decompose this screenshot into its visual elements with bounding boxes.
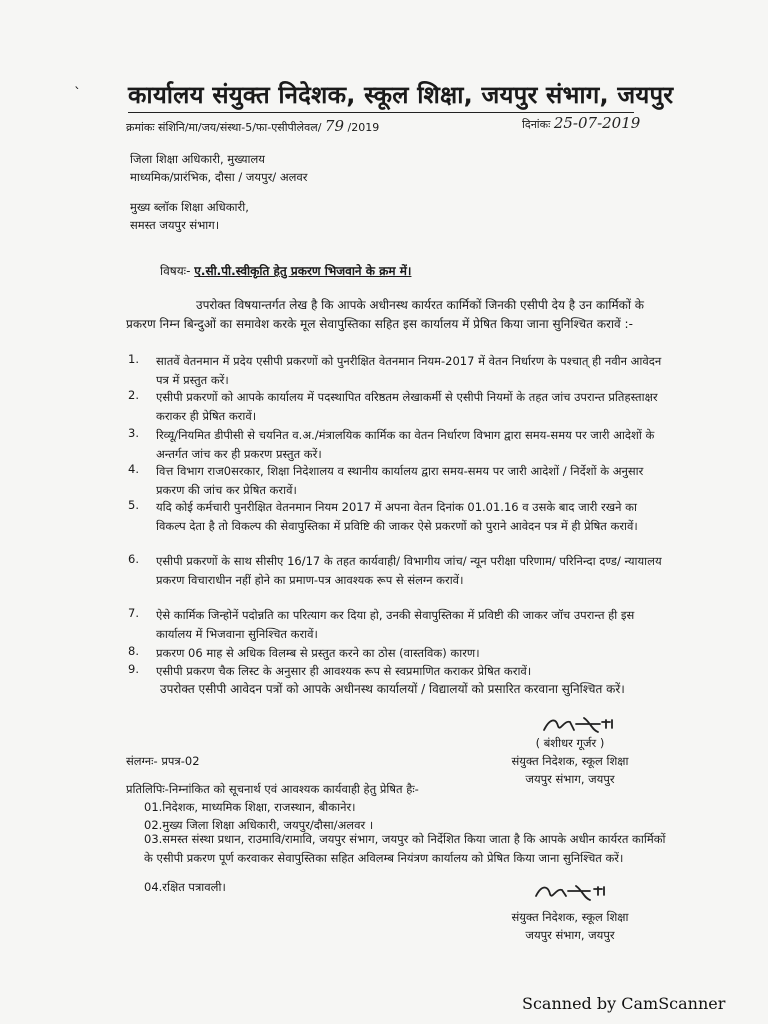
camscanner-watermark: Scanned by CamScanner <box>522 994 726 1013</box>
copy-item-3: 03.समस्त संस्था प्रधान, राउमावि/रामावि, जयपुर संभाग, जयपुर को निर्देशित किया जाता है कि आपके अधीन कार्यरत कार्मिकों के एसीपी प्रकरण पूर्ण करवाकर सेवापुस्तिका सहित अविलम्ब नियंत्रण कार्यालय को प्रेषित किया जाना सुनिश्चित करें। <box>144 832 666 865</box>
reference-handwritten-number: 79 <box>324 117 344 135</box>
title-underline <box>128 112 634 113</box>
list-item-number: 2. <box>128 388 139 402</box>
recipient-line-3: मुख्य ब्लॉक शिक्षा अधिकारी, <box>130 200 249 214</box>
list-item-number: 5. <box>128 498 139 512</box>
signature-2 <box>532 880 612 906</box>
signatory-2-block <box>480 908 660 944</box>
list-item-text: एसीपी प्रकरणों को आपके कार्यालय में पदस्थापित वरिष्ठतम लेखाकर्मी से एसीपी नियमों के तहत जांच उपरान्त प्रतिहस्ताक्षर कराकर ही प्रेषित करावें। <box>156 390 658 423</box>
subject-text: ए.सी.पी.स्वीकृति हेतु प्रकरण भिजवाने के क्रम में। <box>194 264 412 278</box>
list-item-number: 6. <box>128 552 139 566</box>
list-item-text: ऐसे कार्मिक जिन्होनें पदोन्नति का परित्याग कर दिया हो, उनकी सेवापुस्तिका में प्रविष्टी की जाकर जॉच उपरान्त ही इस कार्यालय में भिजवाना सुनिश्चित करावें। <box>156 608 635 641</box>
list-item-text: रिव्यू/नियमित डीपीसी से चयनित व.अ./मंत्रालयिक कार्मिक का वेतन निर्धारण विभाग द्वारा समय-समय पर जारी आदेशों के अन्तर्गत जांच कर ही प्रकरण प्रस्तुत करें। <box>156 428 655 461</box>
copy-to-heading: प्रतिलिपिः-निम्नांकित को सूचनार्थ एवं आवश्यक कार्यवाही हेतु प्रेषित हैः- <box>126 782 419 796</box>
signatory-name: ( बंशीधर गूर्जर ) <box>535 736 605 750</box>
reference-number <box>126 117 379 135</box>
signatory-2-place: जयपुर संभाग, जयपुर <box>525 928 615 942</box>
list-item-number: 1. <box>128 352 139 366</box>
subject-label: विषयः- <box>160 264 191 278</box>
intro-paragraph: उपरोक्त विषयान्तर्गत लेख है कि आपके अधीनस्थ कार्यरत कार्मिकों जिनकी एसीपी देय है उन कार्मिकों के प्रकरण निम्न बिन्दुओं का समावेश करके मूल सेवापुस्तिका सहित इस कार्यालय में प्रेषित किया जाना सुनिश्चित करावें :- <box>126 298 644 331</box>
signatory-place: जयपुर संभाग, जयपुर <box>525 772 615 786</box>
signatory-block <box>480 734 660 788</box>
recipient-line-4: समस्त जयपुर संभाग। <box>130 218 220 232</box>
reference-year: /2019 <box>347 121 380 134</box>
list-item-text: प्रकरण 06 माह से अधिक विलम्ब से प्रस्तुत करने का ठोस (वास्तविक) कारण। <box>156 646 480 660</box>
list-item-text: एसीपी प्रकरण चैक लिस्ट के अनुसार ही आवश्यक रूप से स्वप्रमाणित कराकर प्रेषित करावें। <box>156 664 532 678</box>
list-item-text: वित्त विभाग राज0सरकार, शिक्षा निदेशालय व स्थानीय कार्यालय द्वारा समय-समय पर जारी आदेशों / निर्देशों के अनुसार प्रकरण की जांच कर प्रेषित करावें। <box>156 464 644 497</box>
date-handwritten-value: 25-07-2019 <box>553 114 641 132</box>
list-item-number: 3. <box>128 426 139 440</box>
signatory-designation: संयुक्त निदेशक, स्कूल शिक्षा <box>511 754 629 768</box>
copy-item-2: 02.मुख्य जिला शिक्षा अधिकारी, जयपुर/दौसा/अलवर । <box>144 818 374 832</box>
attachment-line: संलग्नः- प्रपत्र-02 <box>126 754 200 768</box>
copy-item-1: 01.निदेशक, माध्यमिक शिक्षा, राजस्थान, बीकानेर। <box>144 800 356 814</box>
office-title: कार्यालय संयुक्त निदेशक, स्कूल शिक्षा, जयपुर संभाग, जयपुर <box>128 81 674 109</box>
copy-item-4: 04.रक्षित पत्रावली। <box>144 880 226 894</box>
signatory-2-designation: संयुक्त निदेशक, स्कूल शिक्षा <box>511 910 629 924</box>
recipient-line-1: जिला शिक्षा अधिकारी, मुख्यालय <box>130 152 265 166</box>
list-item-text: सातवें वेतनमान में प्रदेय एसीपी प्रकरणों को पुनरीक्षित वेतनमान नियम-2017 में वेतन निर्धारण के पश्चात् ही नवीन आवेदन पत्र में प्रस्तुत करें। <box>156 354 662 387</box>
list-item-text: यदि कोई कर्मचारी पुनरीक्षित वेतनमान नियम 2017 में अपना वेतन दिनांक 01.01.16 व उसके बाद जारी रखने का विकल्प देता है तो विकल्प की सेवापुस्तिका में प्रविष्टि की जाकर ऐसे प्रकरणों को पुराने आवेदन पत्र में ही प्रेषित करावें। <box>156 500 638 533</box>
subject-line <box>160 262 411 279</box>
list-item-number: 9. <box>128 662 139 676</box>
list-item-number: 4. <box>128 462 139 476</box>
list-item-text: एसीपी प्रकरणों के साथ सीसीए 16/17 के तहत कार्यवाही/ विभागीय जांच/ न्यून परीक्षा परिणाम/ परिनिन्दा दण्ड/ न्यायालय प्रकरण विचाराधीन नहीं होने का प्रमाण-पत्र आवश्यक रूप से संलग्न करावें। <box>156 554 662 587</box>
recipient-line-2: माध्यमिक/प्रारंभिक, दौसा / जयपुर/ अलवर <box>130 170 308 184</box>
date-label: दिनांकः <box>522 118 551 131</box>
list-item-number: 7. <box>128 606 139 620</box>
list-item-number: 8. <box>128 644 139 658</box>
reference-label: क्रमांकः संशिनि/मा/जय/संस्था-5/फा-एसीपीलेवल/ <box>126 121 322 134</box>
scan-mark: ` <box>74 86 81 102</box>
letter-date <box>522 114 640 132</box>
closing-paragraph: उपरोक्त एसीपी आवेदन पत्रों को आपके अधीनस्थ कार्यालयों / विद्यालयों को प्रसारित करवाना सुनिश्चित करें। <box>160 682 625 696</box>
